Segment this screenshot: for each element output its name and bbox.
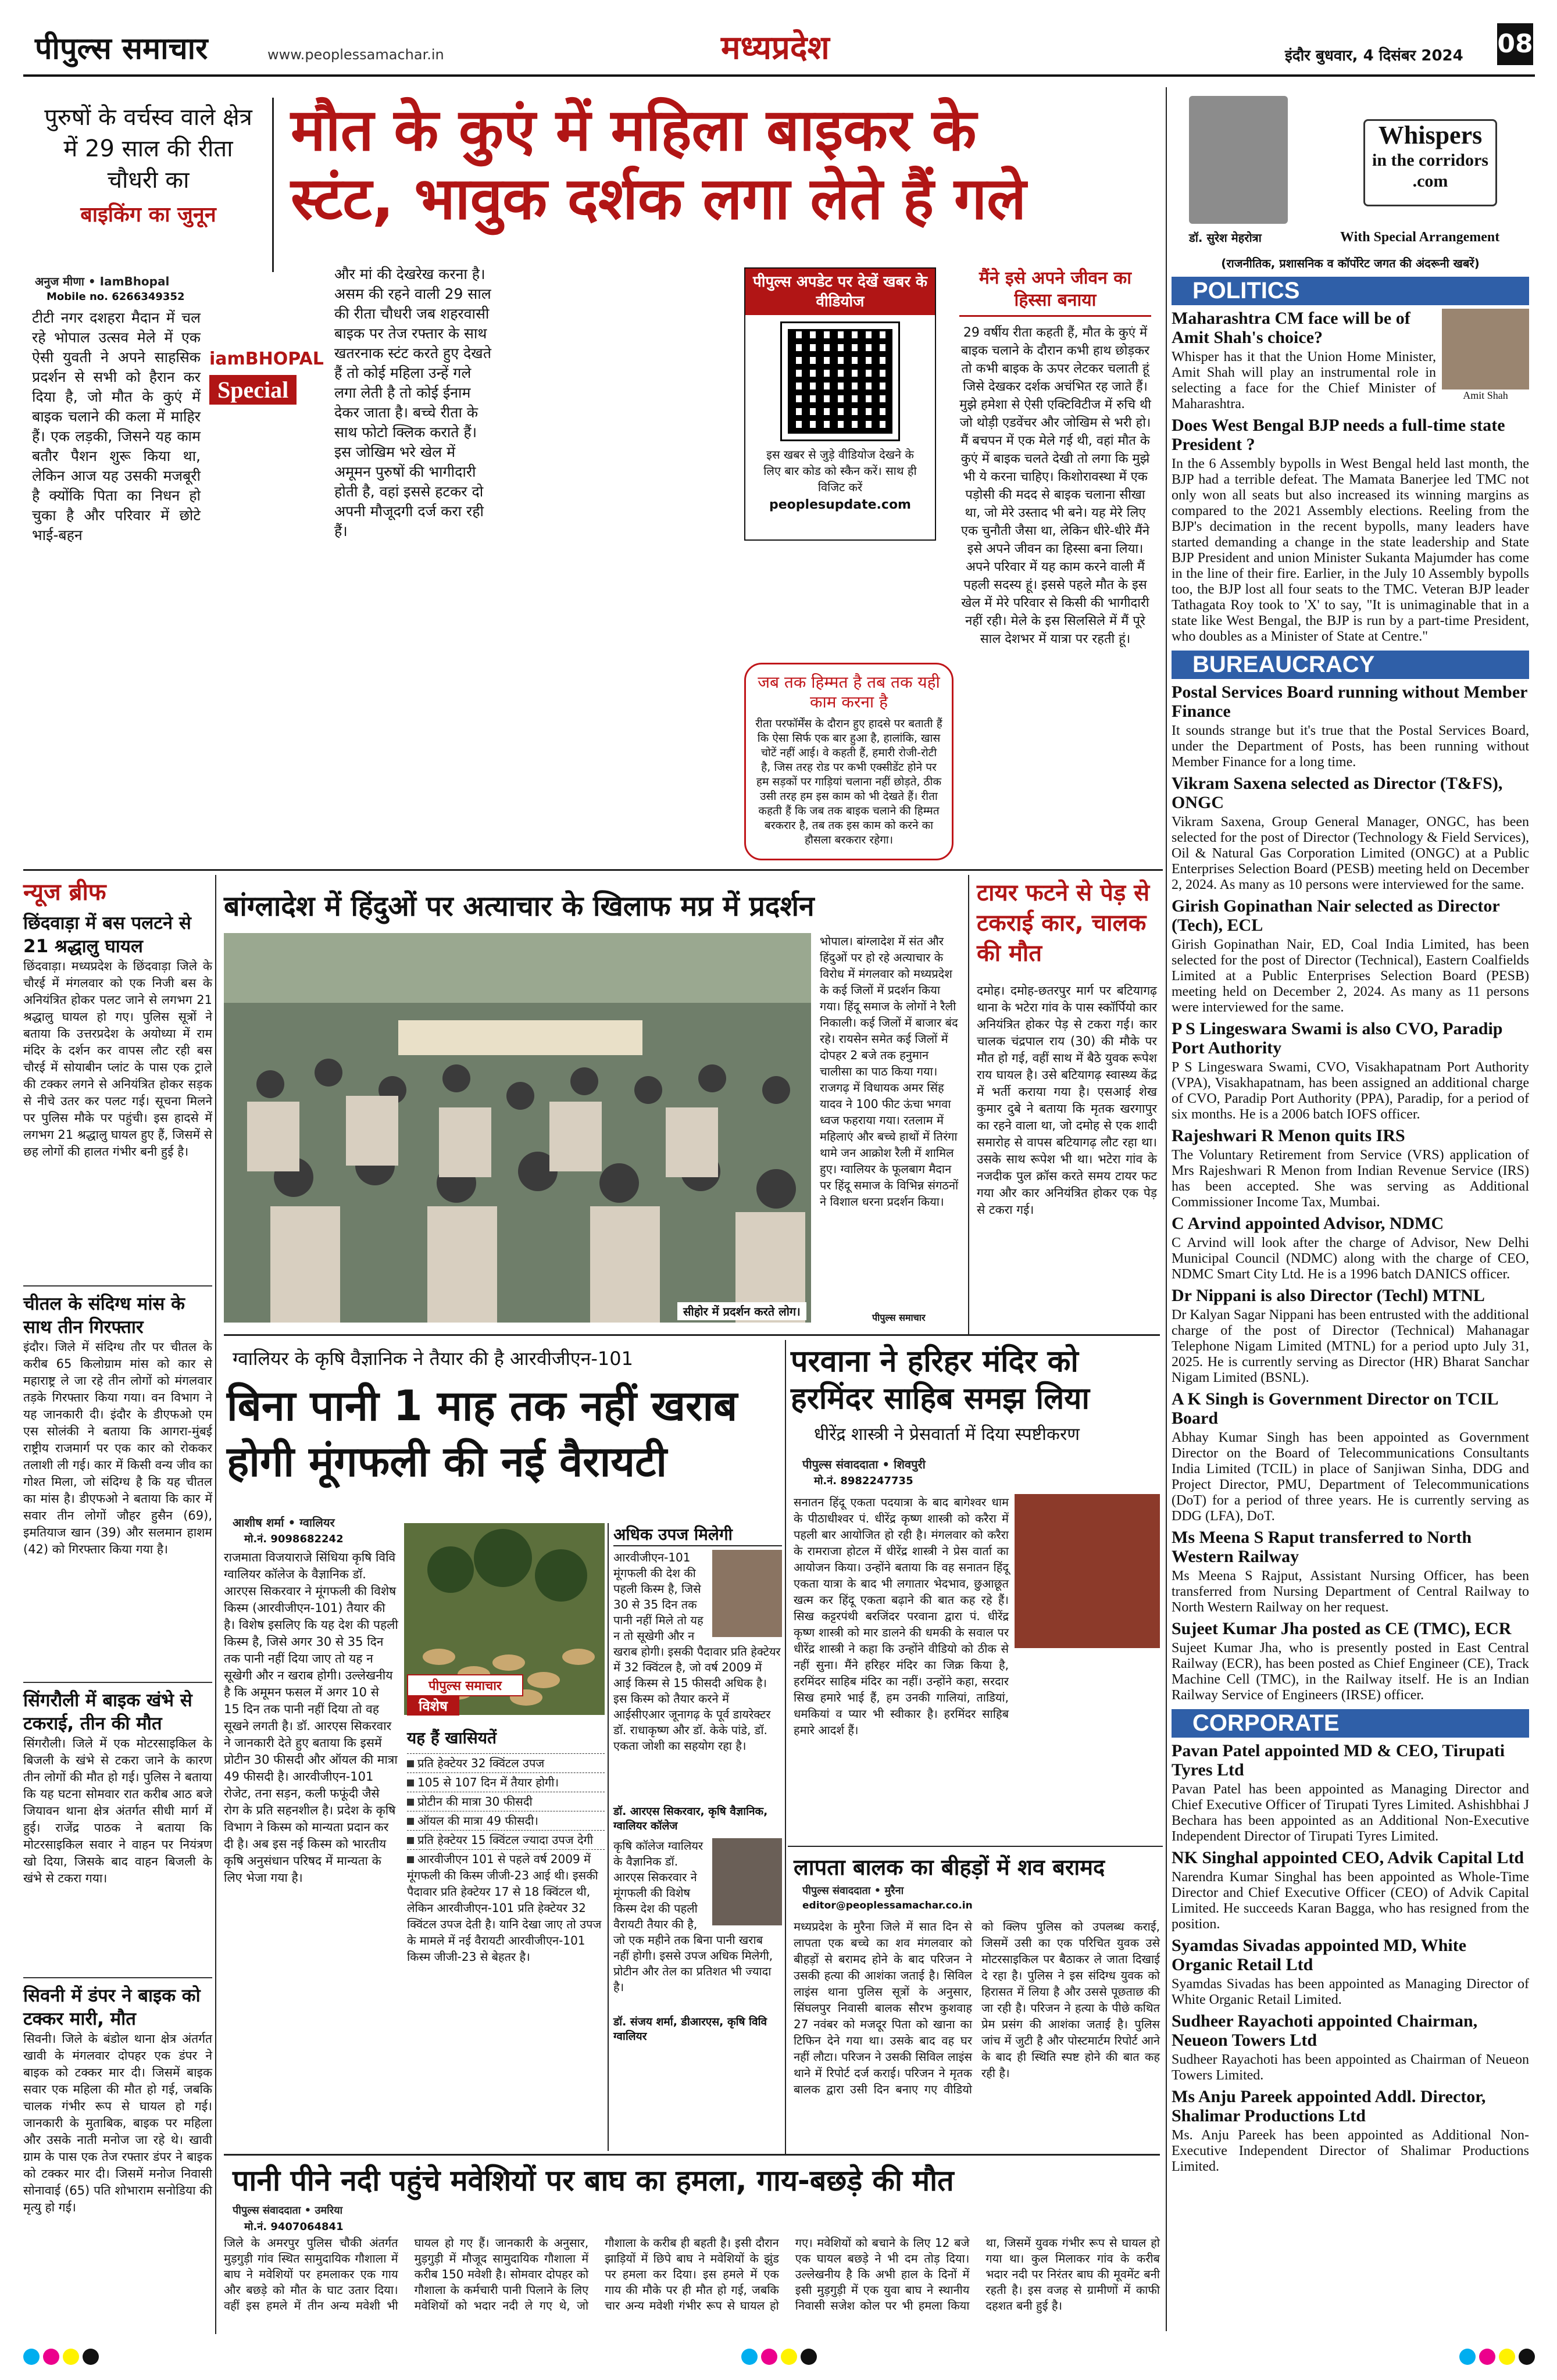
tyre-text: दमोह। दमोह-छतरपुर मार्ग पर बटियागढ़ थाना के भटेरा गांव के पास स्कॉर्पियो कार अनियंत्रित होकर पेड़ से टकरा गई। कार चालक चंद्रपाल राय (30) की मौके पर मौत हो गई, वहीं साथ में बैठे युवक रूपेश राय घायल है। उसे बटियागढ़ स्वास्थ्य केंद्र में भर्ती कराया गया है। एसआई शेख कुमार दुबे ने बताया कि मृतक खरगापुर का रहने वाला था, जो दमोह से एक शादी समारोह से वापस बटियागढ़ लौट रहा था। उसके साथ रूपेश भी था। भटेरा गांव के नजदीक पुल क्रॉस करते समय टायर फट गया और कार अनियंत्रित होकर एक पेड़ से टकरा गई। — [977, 984, 1157, 1217]
magenta-dot-icon — [761, 2349, 777, 2365]
bottom-rule — [224, 2154, 1160, 2156]
whisper-body: Ms Meena S Rajput, Assistant Nursing Officer, has been transferred from Nursing Department of Central Railway to North Western Railway on her request. — [1172, 1568, 1529, 1615]
lead-mobile: Mobile no. 6266349352 — [47, 291, 185, 303]
feature-item — [407, 1830, 605, 1849]
lead-bottom-rule — [23, 869, 1163, 871]
cyan-dot-icon — [741, 2349, 758, 2365]
feature-text: ऑयल की मात्रा 49 फीसदी। — [417, 1814, 538, 1828]
dhirendra-mobile: मो.नं. 8982247735 — [814, 1475, 913, 1487]
tiger-text: जिले के अमरपुर पुलिस चौकी अंतर्गत मुड़गुड़ी गांव स्थित सामुदायिक गौशाला में बाघ ने मवेशियों पर हमलाकर एक गाय और बछड़े को मौत के घाट उतार दिया। वहीं इस हमले में तीन अन्य मवेशी भी घायल हो गए हैं। जानकारी के अनुसार, मुड़गुड़ी में मौजूद सामुदायिक गौशाला में करीब 150 मवेशी है। सोमवार दोपहर को गौशाला के कर्मचारी पानी पिलाने के लिए मवेशियों को भदार नदी ले गए थे, जो गौशाला के करीब ही बहती है। इसी दौरान झाड़ियों में छिपे बाघ ने मवेशियों के झुंड पर हमला कर दिया। इस हमले में एक गाय की मौके पर ही मौत हो गई, जबकि चार अन्य मवेशी गंभीर रूप से घायल हो गए। मवेशियों को बचाने के लिए 12 बजे एक घायल बछड़े ने भी दम तोड़ दिया। उल्लेखनीय है कि अभी हाल के दिनों में इसी मुड़गुड़ी में एक युवा बाघ ने स्थानीय निवासी सजेश कोल पर भी हमला किया था, जिसमें युवक गंभीर रूप से घायल हो गया था। कुल मिलाकर गांव के करीब भदार नदी पर निरंतर बाघ की मूवमेंट बनी रहती है। इस वजह से ग्रामीणों में काफी दहशत बनी हुई है। — [224, 2236, 1160, 2313]
whispers-header — [1172, 87, 1529, 253]
whisper-body: Vikram Saxena, Group General Manager, ONGC, has been selected for the post of Director (Technology & Field Services), Oil & Natural Gas Corporation Limited (ONGC) at a Public Enterprises Selection Board (PESB) meeting held on December 2, 2024. As many as 10 persons were interviewed for the same. — [1172, 814, 1529, 892]
whisper-body: Dr Kalyan Sagar Nippani has been entrusted with the additional charge of the post of Director (Technical) Mahanagar Telephone Nigam Limited (MTNL) for a period upto July 31, 2025. He is currently serving as Director (HR) Bharat Sanchar Nigam Limited (BSNL). — [1172, 1307, 1529, 1385]
author-name: डॉ. सुरेश मेहरोत्रा — [1189, 231, 1262, 245]
protest-crowd-illustration — [224, 933, 811, 1323]
amit-shah-photo — [1442, 309, 1529, 402]
quote-box — [744, 663, 954, 860]
whispers-logo-line2: in the corridors — [1372, 151, 1488, 170]
whisper-body: C Arvind will look after the charge of Advisor, New Delhi Municipal Council (NDMC) along with the charge of CEO, NDMC Smart City Ltd. He is a 1996 batch DANICS officer. — [1172, 1235, 1529, 1282]
yield-title: अधिक उपज मिलेगी — [613, 1523, 782, 1546]
whisper-body: Sujeet Kumar Jha, who is presently posted in East Central Railway (ECR), has been posted as Chief Engineer (CE), Track Machine Cell (TMC), in the Railway itself. He is an Indian Railway Service of Engineers (IRSE) officer. — [1172, 1641, 1529, 1703]
qr-caption: इस खबर से जुड़े वीडियोज देखने के लिए बार कोड को स्कैन करें। साथ ही विजिट करें — [763, 448, 917, 494]
whisper-body: Ms. Anju Pareek has been appointed as Additional Non-Executive Independent Director of Shalimar Productions Limited. — [1172, 2128, 1529, 2174]
whisper-body: Girish Gopinathan Nair, ED, Coal India Limited, has been selected for the post of Director (Technical), Eastern Coalfields Limited at a Public Enterprises Selection Board (PESB) meeting held on December 2, 2024. As many as 11 persons were interviewed for the same. — [1172, 937, 1529, 1015]
bullet-icon — [407, 1856, 414, 1863]
whisper-headline[interactable]: P S Lingeswara Swami is also CVO, Paradip Port Authority — [1172, 1019, 1503, 1057]
section-corporate: CORPORATE — [1172, 1709, 1529, 1738]
lead-title-line2: स्टंट, भावुक दर्शक लगा लेते हैं गले — [291, 165, 1027, 233]
photo-caption: Amit Shah — [1442, 389, 1529, 402]
kicker-divider — [272, 98, 274, 272]
quote-attribution: डॉ. आरएस सिकरवार, कृषि वैज्ञानिक, ग्वालियर कॉलेज — [613, 1805, 768, 1832]
whispers-divider — [1166, 87, 1167, 2331]
brief-item — [23, 1984, 212, 2310]
whisper-body: Sudheer Rayachoti has been appointed as Chairman of Neueon Towers Limited. — [1172, 2052, 1529, 2083]
whisper-headline[interactable]: Pavan Patel appointed MD & CEO, Tirupati Tyres Ltd — [1172, 1741, 1505, 1779]
whisper-headline[interactable]: Postal Services Board running without Member Finance — [1172, 682, 1527, 721]
special-box-label: विशेष — [407, 1696, 459, 1716]
feature-text: प्रति हेक्टेयर 15 क्विंटल ज्यादा उपज देगी — [417, 1833, 594, 1847]
section-bureaucracy: BUREAUCRACY — [1172, 651, 1529, 679]
whisper-headline[interactable]: Vikram Saxena selected as Director (T&FS), ONGC — [1172, 774, 1503, 812]
whisper-headline[interactable]: NK Singhal appointed CEO, Advik Capital Ltd — [1172, 1848, 1524, 1867]
bullet-icon — [407, 1837, 414, 1844]
bullet-icon — [407, 1799, 414, 1806]
special-label: Special — [209, 375, 297, 405]
whisper-headline[interactable]: Sujeet Kumar Jha posted as CE (TMC), ECR — [1172, 1619, 1512, 1638]
missing-byline: पीपुल्स संवाददाता • मुरैना — [802, 1885, 904, 1897]
dateline: इंदौर बुधवार, 4 दिसंबर 2024 — [1285, 47, 1463, 65]
quote-title: जब तक हिम्मत है तब तक यही काम करना है — [758, 673, 940, 712]
missing-text: मध्यप्रदेश के मुरैना जिले में सात दिन से लापता एक बच्चे का शव मंगलवार को बीहड़ों से बरामद होने के बाद परिजन ने उसकी हत्या की आशंका जताई है। सिविल लाइंस थाना पुलिस सूत्रों के अनुसार, सिंघलपुर निवासी बालक सौरभ कुशवाह 27 नवंबर को मजदूर पिता को खाना का टिफिन देने गया था। उसके बाद वह घर नहीं लौटा। परिजन ने उसकी सिविल लाइंस थाने में रिपोर्ट दर्ज कराई। परिजन ने मृतक बालक द्वारा उसी दिन बनाए गए वीडियो को क्लिप पुलिस को उपलब्ध कराई, जिसमें उसी का एक परिचित युवक उसे मोटरसाइकिल पर बैठाकर ले जाता दिखाई दे रहा है। पुलिस ने इस संदिग्ध युवक को हिरासत में लिया है और उससे पूछताछ की जा रही है। परिजन ने हत्या के पीछे कथित प्रेम प्रसंग की आशंका जताई है। पुलिस जांच में जुटी है और पोस्टमार्टम रिपोर्ट आने के बाद ही स्थिति स्पष्ट होने की बात कह रही है। — [794, 1920, 1160, 2096]
whisper-headline[interactable]: Girish Gopinathan Nair selected as Director (Tech), ECL — [1172, 896, 1500, 935]
feature-text: प्रति हेक्टेयर 32 क्विंटल उपज — [417, 1756, 545, 1770]
whispers-subtitle: (राजनीतिक, प्रशासनिक व कॉर्पोरेट जगत की अंदरूनी खबरें) — [1221, 256, 1480, 270]
lead-title-line1: मौत के कुएं में महिला बाइकर के — [291, 96, 977, 164]
brief-text: सिंगरौली। जिले में एक मोटरसाइकिल के बिजली के खंभे से टकरा जाने के कारण तीन लोगों की मौत हो गई। पुलिस ने बताया कि यह घटना सोमवार रात करीब आठ बजे जियावन थाना क्षेत्र अंतर्गत सीधी मार्ग में हुई। राजेंद्र पाठक ने बताया कि मोटरसाइकिल सवार ने वाहन पर नियंत्रण खो दिया, जिसके बाद वाहन बिजली के खंभे से टकरा गया। — [23, 1736, 212, 1885]
whisper-headline[interactable]: A K Singh is Government Director on TCIL Board — [1172, 1389, 1498, 1428]
side-story-title: मैंने इसे अपने जीवन का हिस्सा बनाया — [959, 267, 1151, 317]
whisper-headline[interactable]: Does West Bengal BJP needs a full-time state President ? — [1172, 416, 1505, 454]
brief-title[interactable]: छिंदवाड़ा में बस पलटने से 21 श्रद्धालु घायल — [23, 913, 191, 957]
protest-title[interactable]: बांग्लादेश में हिंदुओं पर अत्याचार के खिलाफ मप्र में प्रदर्शन — [224, 890, 815, 923]
yellow-dot-icon — [781, 2349, 797, 2365]
news-brief — [23, 875, 212, 2334]
yield-text: आरवीजीएन-101 मूंगफली की देश की पहली किस्म है, जिसे 30 से 35 दिन तक पानी नहीं मिले तो यह न तो सूखेगी और न खराब होगी। इसकी पैदावार प्रति हेक्टेयर में 32 क्विंटल है, जो वर्ष 2009 में आई किस्म से 15 फीसदी अधिक है। इस किस्म को तैयार करने में आईसीएआर जूनागढ़ के पूर्व डायरेक्टर डॉ. राधाकृष्ण और डॉ. केके पांडे, डॉ. एकता जोशी का सहयोग रहा है। — [613, 1550, 781, 1753]
paper-logo[interactable]: पीपुल्स समाचार — [35, 31, 208, 66]
qr-code-icon[interactable] — [782, 323, 898, 439]
brief-text: इंदौर। जिले में संदिग्ध तौर पर चीतल के करीब 65 किलोग्राम मांस को कार से महाराष्ट्र ले जा रहे तीन लोगों को मंगलवार तड़के गिरफ्तार किया गया। वन विभाग ने यह जानकारी दी। इंदौर के डीएफओ एम एस सोलंकी ने बताया कि आगरा-मुंबई राष्ट्रीय राजमार्ग पर एक कार को रोककर तलाशी ली गई। कार में किसी वन्य जीव का गोश्त मिला, जो संदिग्ध है कि यह चीतल का मांस है। डीएफओ ने बताया कि कार में सवार तीन लोगों जौहर हुसैन (69), इमतियाज खान (39) और सलमान हाशम (42) को गिरफ्तार किया गया है। — [23, 1340, 212, 1556]
peanut-mobile: मो.नं. 9098682242 — [244, 1533, 344, 1545]
yellow-dot-icon — [1499, 2349, 1515, 2365]
feature-text: आरवीजीएन 101 से पहले वर्ष 2009 में मूंगफली की किस्म जीजी-23 आई थी। इसकी पैदावार प्रति हेक्टेयर 17 से 18 क्विंटल थी, लेकिन आरवीजीएन-101 प्रति हेक्टेयर 32 क्विंटल उपज देती है। यानि देखा जाए तो उपज के मामले में नई वैरायटी आरवीजीएन-101 किस्म जीजी-23 से बेहतर है। — [407, 1852, 602, 1964]
lead-headline — [291, 96, 1157, 233]
whispers-logo-line3: .com — [1412, 171, 1448, 191]
news-brief-label: न्यूज ब्रीफ — [23, 879, 106, 906]
brief-item — [23, 912, 212, 1287]
peanut-byline: आशीष शर्मा • ग्वालियर — [233, 1516, 335, 1530]
magenta-dot-icon — [1479, 2349, 1495, 2365]
yellow-dot-icon — [63, 2349, 79, 2365]
peanut-divider — [608, 1523, 609, 2151]
brief-item — [23, 1292, 212, 1683]
lead-kicker-text: पुरुषों के वर्चस्व वाले क्षेत्र में 29 साल की रीता चौधरी का — [44, 104, 252, 194]
feature-item — [407, 1753, 605, 1773]
bullet-icon — [407, 1779, 414, 1786]
black-dot-icon — [1519, 2349, 1535, 2365]
whisper-body: Narendra Kumar Singhal has been appointed as Whole-Time Director and Chief Executive Officer (CEO) of Advik Capital Limited. He succeeds Karan Bagga, who has resigned from the position. — [1172, 1870, 1529, 1932]
dhirendra-photo — [1015, 1494, 1160, 1648]
dhirendra-title[interactable]: परवाना ने हरिहर मंदिर को हरमिंदर साहिब समझ लिया — [791, 1344, 1090, 1416]
protest-credit: पीपुल्स समाचार — [872, 1312, 926, 1323]
whisper-headline[interactable]: Maharashtra CM face will be of Amit Shah's choice? — [1172, 309, 1410, 347]
second-quote-attribution: डॉ. संजय शर्मा, डीआरएस, कृषि विवि ग्वालियर — [613, 2016, 767, 2043]
bullet-icon — [407, 1818, 414, 1825]
whisper-headline[interactable]: Rajeshwari R Menon quits IRS — [1172, 1126, 1405, 1145]
brief-title[interactable]: सिवनी में डंपर ने बाइक को टक्कर मारी, मौत — [23, 1985, 201, 2029]
black-dot-icon — [83, 2349, 99, 2365]
dhirendra-subtitle: धीरेंद्र शास्त्री ने प्रेसवार्ता में दिया स्पष्टीकरण — [814, 1424, 1080, 1445]
dhirendra-text: सनातन हिंदू एकता पदयात्रा के बाद बागेश्वर धाम के पीठाधीश्वर पं. धीरेंद्र कृष्ण शास्त्री को करैरा में पहली बार आयोजित हो रही है। मंगलवार को करैरा के रामराजा होटल में धीरेंद्र शास्त्री ने प्रेस वार्ता का आयोजन किया। उन्होंने बताया कि वह सनातन हिंदू एकता यात्रा के बाद भी लगातार भेदभाव, छुआछूत खत्म कर हिंदू एकता बढ़ाने की बात कह रहे हैं। सिख कट्टरपंथी बरजिंदर परवाना द्वारा पं. धीरेंद्र कृष्ण शास्त्री को मार डालने की धमकी के सवाल पर धीरेंद्र शास्त्री ने कहा कि उन्होंने वीडियो को ठीक से नहीं सुना। मैंने हरिहर मंदिर का जिक्र किया है, हरमिंदर साहिब मंदिर का नहीं। उन्होंने कहा, सरदार सिख हमारे भाई हैं, हम उनकी गालियां, ताडियां, धमकियां व प्यार भी स्वीकार है। हरमिंदर साहिब हमारे आदर्श हैं। — [794, 1495, 1009, 1737]
feature-text: 105 से 107 दिन में तैयार होगी। — [417, 1775, 559, 1789]
tiger-mobile: मो.नं. 9407064841 — [244, 2221, 344, 2233]
brief-text: छिंदवाड़ा। मध्यप्रदेश के छिंदवाड़ा जिले के चौरई में मंगलवार को एक निजी बस के अनियंत्रित होकर पलट जाने से लगभग 21 श्रद्धालु घायल हो गए। पुलिस सूत्रों ने बताया कि उत्तरप्रदेश के अयोध्या में राम मंदिर के दर्शन कर वापस लौट रही बस चौरई में सोयाबीन प्लांट के पास एक ट्राले की टक्कर लगने से अनियंत्रित होकर सड़क से नीचे उतर कर पलट गई। सूचना मिलने पर पुलिस मौके पर पहुंची। इस हादसे में लगभग 21 श्रद्धालु घायल हुए हैं, जिसमें से छह लोगों की हालत गंभीर बनी हुई है। — [23, 959, 212, 1159]
whispers-column — [1172, 87, 1529, 2331]
peanut-kicker: ग्वालियर के कृषि वैज्ञानिक ने तैयार की है आरवीजीएन-101 — [233, 1348, 634, 1370]
brief-text: सिवनी। जिले के बंडोल थाना क्षेत्र अंतर्गत खावी के मंगलवार दोपहर एक डंपर ने बाइक को टक्कर मार दी। जिसमें बाइक सवार एक महिला की मौत हो गई, जबकि चालक गंभीर रूप से घायल हो गई। जानकारी के मुताबिक, बाइक पर महिला और उसके नाती मनोज जा रहे थे। खावी ग्राम के पास एक तेज रफ्तार डंपर ने बाइक को टक्कर मार दी। जिसमें मनोज निवासी सोनावाई (65) पति शोभाराम सनोडिया की मृत्यु हो गई। — [23, 2032, 212, 2214]
peanut-text: राजमाता विजयाराजे सिंधिया कृषि विवि ग्वालियर कॉलेज के वैज्ञानिक डॉ. आरएस सिकरवार ने मूंगफली की विशेष किस्म (आरवीजीएन-101) तैयार की है। विशेष इसलिए कि यह देश की पहली किस्म है, जिसे अगर 30 से 35 दिन तक पानी नहीं दिया जाए तो यह न सूखेगी और न खराब होगी। उल्लेखनीय है कि अमूमन फसल में अगर 10 से 15 दिन तक पानी नहीं दिया तो वह सूखने लगती है। डॉ. आरएस सिकरवार ने जानकारी देते हुए बताया कि इसमें प्रोटीन 30 फीसदी और ऑयल की मात्रा 49 फीसदी है। आरवीजीएन-101 रोजेट, तना सड़न, कली फफूंदी जैसे रोग के प्रति सहनशील है। प्रदेश के कृषि विभाग ने किस्म को मान्यता प्रदान कर दी है। अब इस नई किस्म को भारतीय कृषि अनुसंधान परिषद में मान्यता के लिए भेजा गया है। — [224, 1550, 398, 1885]
brief-item — [23, 1689, 212, 1978]
special-arrangement: With Special Arrangement — [1340, 230, 1500, 245]
tyre-title[interactable]: टायर फटने से पेड़ से टकराई कार, चालक की मौत — [977, 880, 1150, 967]
whisper-headline[interactable]: Syamdas Sivadas appointed MD, White Organic Retail Ltd — [1172, 1936, 1467, 1974]
whisper-headline[interactable]: Dr Nippani is also Director (Techl) MTNL — [1172, 1286, 1485, 1305]
website-link[interactable]: www.peoplessamachar.in — [267, 47, 444, 63]
whisper-body: The Voluntary Retirement from Service (VRS) application of Mrs Rajeshwari R Menon from Indian Revenue Service (IRS) has been accepted. She was serving as Additional Commissioner Income Tax, Mumbai. — [1172, 1148, 1529, 1210]
whisper-body: Pavan Patel has been appointed as Managing Director and Chief Executive Officer of Tirupati Tyres Limited. Ashishbhai J Bechara has been appointed as an Additional Non-Executive Independent Director of Tirupati Tyres Limited. — [1172, 1782, 1529, 1844]
tiger-title[interactable]: पानी पीने नदी पहुंचे मवेशियों पर बाघ का हमला, गाय-बछड़े की मौत — [233, 2164, 954, 2197]
bullet-icon — [407, 1760, 414, 1767]
whisper-body: It sounds strange but it's true that the Postal Services Board, under the Department of Posts, has been running without Member Finance for a long time. — [1172, 723, 1529, 770]
whisper-body: Whisper has it that the Union Home Minister, Amit Shah will play an instrumental role in selecting a face for the Chief Minister of Maharashtra. — [1172, 349, 1436, 412]
second-quote-photo — [712, 1838, 782, 1925]
brief-title[interactable]: सिंगरौली में बाइक खंभे से टकराई, तीन की मौत — [23, 1690, 192, 1734]
print-registration-marks — [23, 2349, 1535, 2372]
whispers-logo-line1: Whispers — [1378, 121, 1483, 149]
cyan-dot-icon — [1459, 2349, 1476, 2365]
dhirendra-byline: पीपुल्स संवाददाता • शिवपुरी — [802, 1457, 926, 1471]
iambhopal-logo: iamBHOPAL — [209, 349, 324, 369]
lead-col1: टीटी नगर दशहरा मैदान में चल रहे भोपाल उत्सव मेले में एक ऐसी युवती ने अपने साहसिक प्रदर्शन से सभी को हैरान कर दिया है, जो मौत के कुएं में बाइक चलाने की कला में माहिर हैं। एक लड़की, जिसने यह काम बतौर पैशन शुरू किया था, लेकिन आज यह उसकी मजबूरी है क्योंकि पिता का निधन हो चुका है और परिवार में छोटे भाई-बहन — [32, 309, 201, 544]
brief-title[interactable]: चीतल के संदिग्ध मांस के साथ तीन गिरफ्तार — [23, 1293, 185, 1338]
protest-divider — [968, 875, 969, 1334]
brief-divider — [215, 875, 216, 2334]
mid-rule — [224, 1334, 1160, 1336]
whisper-body: Abhay Kumar Singh has been appointed as Government Director on the Board of Telecommunications Consultants India Limited (TCIL) in place of Sanjiwan Sinha, DDG and Project Director, PMU, Department of Telecommunications (DoT) for a period of three years. He is currently serving as DDG (LFA), DoT. — [1172, 1430, 1529, 1524]
feature-item — [407, 1792, 605, 1811]
lead-kicker — [35, 102, 262, 228]
lead-kicker-highlight: बाइकिंग का जुनून — [80, 203, 216, 227]
magenta-dot-icon — [43, 2349, 59, 2365]
black-dot-icon — [801, 2349, 817, 2365]
missing-title[interactable]: लापता बालक का बीहड़ों में शव बरामद — [794, 1854, 1105, 1880]
whisper-headline[interactable]: Ms Anju Pareek appointed Addl. Director, Shalimar Productions Ltd — [1172, 2087, 1486, 2125]
feature-text: प्रोटीन की मात्रा 30 फीसदी — [417, 1795, 533, 1809]
feature-item — [407, 1773, 605, 1792]
whisper-headline[interactable]: Sudheer Rayachoti appointed Chairman, Neueon Towers Ltd — [1172, 2011, 1478, 2050]
protest-text: भोपाल। बांग्लादेश में संत और हिंदुओं पर हो रहे अत्याचार के विरोध में मंगलवार को मध्यप्रदेश के कई जिलों में प्रदर्शन किया गया। हिंदू समाज के लोगों ने रैली निकाली। कई जिलों में बाजार बंद रहे। रायसेन समेत कई जिलों में दोपहर 2 बजे तक हनुमान चालीसा का पाठ किया गया। राजगढ़ में विधायक अमर सिंह यादव ने 100 फीट ऊंचा भगवा ध्वज फहराया गया। रतलाम में महिलाएं और बच्चे हाथों में तिरंगा थामे जन आक्रोश रैली में शामिल हुए। ग्वालियर के फूलबाग मैदान पर हिंदू समाज के विभिन्न संगठनों ने विशाल धरना प्रदर्शन किया। — [820, 934, 959, 1209]
special-box-logo: पीपुल्स समाचार — [407, 1674, 523, 1696]
protest-caption: सीहोर में प्रदर्शन करते लोग। — [677, 1302, 806, 1320]
cyan-dot-icon — [23, 2349, 40, 2365]
qr-title: पीपुल्स अपडेट पर देखें खबर के वीडियोज — [745, 269, 935, 315]
missing-email[interactable]: editor@peoplessamachar.co.in — [802, 1900, 973, 1911]
whisper-body: P S Lingeswara Swami, CVO, Visakhapatnam Port Authority (VPA), Visakhapatnam, has been assigned an additional charge of CVO, Paradip Port Authority (PPA), Paradip, for a period of six months. He is a 2006 batch IOFS officer. — [1172, 1060, 1529, 1122]
author-photo — [1189, 96, 1288, 224]
features-title: यह हैं खासियतें — [407, 1728, 497, 1748]
feature-item — [407, 1811, 605, 1830]
tiger-byline: पीपुल्स संवाददाता • उमरिया — [233, 2204, 343, 2217]
qr-box — [744, 267, 936, 541]
peanut-yield — [613, 1523, 782, 2044]
second-quote-text: कृषि कॉलेज ग्वालियर के वैज्ञानिक डॉ. आरएस सिकरवार ने मूंगफली की विशेष किस्म देश की पहली वैरायटी तैयार की है, जो एक महीने तक बिना पानी खराब नहीं होगी। इससे उपज अधिक मिलेगी, प्रोटीन और तेल का प्रतिशत भी ज्यादा है। — [613, 1839, 773, 1994]
iambhopal-badge — [209, 349, 326, 430]
whisper-headline[interactable]: C Arvind appointed Advisor, NDMC — [1172, 1214, 1444, 1233]
missing-top-rule — [788, 1846, 1163, 1847]
peanut-special-box — [407, 1674, 523, 1716]
page-number: 08 — [1497, 23, 1533, 65]
side-story-text: 29 वर्षीय रीता कहती हैं, मौत के कुएं में बाइक चलाने के दौरान कभी हाथ छोड़कर तो कभी बाइक के ऊपर लेटकर चलाती हूं जिसे देखकर दर्शक अचंभित रह जाते हैं। मुझे हमेशा से ऐसी एक्टिविटीज में रुचि थी जो थोड़ी एडवेंचर और जोखिम से भरी हो। मैं बचपन में एक मेले गई थी, वहां मौत के कुएं में बाइक चलते देखी तो लगा कि मुझे भी ये करना चाहिए। किशोरावस्था में एक पड़ोसी की मदद से बाइक चलाना सीखा था, जो मेरे उस्ताद भी बने। यह मेरे लिए एक चुनौती जैसा था, लेकिन धीरे-धीरे मैंने इसे अपने जीवन का हिस्सा बना लिया। अपने परिवार में यह काम करने वाली मैं पहली सदस्य हूं। इससे पहले मौत के इस खेल में मेरे परिवार से किसी की भागीदारी नहीं रही। मेले के इस सिलसिले में मैं पूरे साल देशभर में यात्रा पर रहती हूं। — [959, 326, 1151, 646]
peanut-right-divider — [785, 1340, 786, 2154]
section-politics: POLITICS — [1172, 277, 1529, 305]
peanut-features — [407, 1727, 605, 1966]
lead-byline: अनुज मीणा • IamBhopal — [35, 274, 170, 288]
lead-col2: और मां की देखरेख करना है। असम की रहने वाली 29 साल की रीता चौधरी जब शहरवासी बाइक पर तेज रफ्तार के साथ खतरनाक स्टंट करते हुए देखते हैं तो कोई महिला उन्हें गले लगा लेती है तो कोई ईनाम देकर जाता है। बच्चे रीता के साथ फोटो क्लिक कराते हैं। इस जोखिम भरे खेल में अमूमन पुरुषों की भागीदारी होती है, वहां इससे हटकर दो अपनी मौजूदगी दर्ज करा रही हैं। — [334, 266, 491, 539]
yield-photo — [712, 1550, 782, 1637]
quote-text: रीता परफॉर्मेंस के दौरान हुए हादसे पर बताती हैं कि ऐसा सिर्फ एक बार हुआ है, हालांकि, खास चोटें नहीं आई। वे कहती हैं, हमारी रोजी-रोटी है, जिस तरह रोड पर कभी एक्सीडेंट होने पर हम सड़कों पर गाड़ियां चलाना नहीं छोड़ते, ठीक उसी तरह हम इस काम को भी देखते हैं। रीता कहती हैं कि जब तक बाइक चलाने की हिम्मत बरकरार है, तब तक इस काम को करने का हौसला बरकरार रहेगा। — [755, 717, 942, 846]
masthead — [23, 21, 1535, 77]
feature-item — [407, 1849, 605, 1966]
whispers-logo — [1363, 119, 1497, 206]
peanut-title[interactable]: बिना पानी 1 माह तक नहीं खराब होगी मूंगफली की नई वैरायटी — [227, 1381, 738, 1486]
protest-photo — [224, 933, 811, 1323]
qr-website[interactable]: peoplesupdate.com — [769, 498, 911, 512]
whisper-headline[interactable]: Ms Meena S Raput transferred to North Western Railway — [1172, 1528, 1472, 1566]
whisper-body: In the 6 Assembly bypolls in West Bengal held last month, the BJP had a terrible defeat. The Mamata Banerjee led TMC not only won all seats but also increased its winning margins as compared to the 2021 Assembly elections. Reeling from the BJP's decimation in the recent bypolls, many leaders have started demanding a change in the state leadership and State BJP President and union Minister Sukanta Majumder has come in the line of their fire. Earlier, in the July 10 Assembly bypolls too, the BJP lost all four seats to the TMC. Veteran BJP leader Tathagata Roy took to 'X' to say, "It is unimaginable that in a state like West Bengal, the BJP is run by a part-time President, who doubles as a Minister of State at Centre." — [1172, 456, 1529, 644]
whisper-body: Syamdas Sivadas has been appointed as Managing Director of White Organic Retail Limited. — [1172, 1977, 1529, 2007]
section-name: मध्यप्रदेश — [721, 29, 830, 67]
side-story — [954, 267, 1157, 866]
